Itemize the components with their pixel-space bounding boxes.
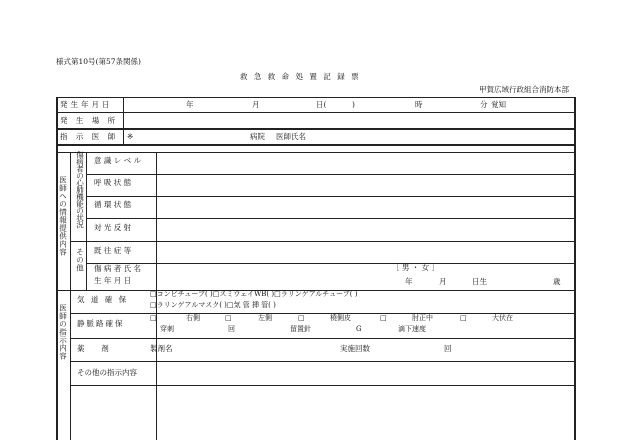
- iv-times: 回: [228, 325, 235, 333]
- other-label: その他: [75, 248, 85, 272]
- drug-times: 回: [444, 344, 452, 353]
- airway-options-line2: □ラリンゲアルマスク( )□気 管 挿 管( ): [150, 301, 276, 309]
- iv-gauge: G: [356, 325, 362, 333]
- birthdate-label: 生 年 月 日: [94, 276, 132, 285]
- info-section-label: 医師への情報提供内容: [58, 176, 68, 256]
- datetime-day-close: ): [352, 100, 355, 109]
- birth-month: 月: [439, 277, 447, 286]
- airway-label: 気 道 確 保: [77, 295, 129, 304]
- issuer: 甲賀広域行政組合消防本部: [479, 85, 569, 94]
- iv-opt-saphenous: 大伏在: [492, 314, 513, 322]
- iv-opt-box-5: □: [460, 314, 467, 322]
- drug-label: 薬 剤: [77, 344, 109, 353]
- drug-count: 実施回数: [340, 344, 370, 353]
- pupil-reflex-label: 対 光 反 射: [94, 223, 132, 232]
- iv-label: 静脈路確保: [77, 319, 125, 328]
- datetime-day: 日(: [316, 100, 327, 109]
- age-unit: 歳: [553, 277, 561, 286]
- form-title: 救 急 救 命 処 置 記 録 票: [240, 72, 361, 81]
- gender-options: ［ 男 ・ 女 ］: [392, 263, 440, 272]
- iv-opt-median: 肘正中: [412, 314, 433, 322]
- instruction-section-label: 医師の指示内容: [58, 304, 68, 360]
- patient-name-label: 傷 病 者 氏 名: [94, 264, 142, 273]
- doctor-name-label: 医師氏名: [276, 132, 306, 141]
- datetime-hour: 時: [415, 100, 423, 109]
- breathing-label: 呼 吸 状 態: [94, 178, 132, 187]
- iv-puncture: 穿刺: [160, 325, 174, 333]
- iv-opt-right: 右側: [186, 314, 200, 322]
- consciousness-label: 意 識 レ ベ ル: [94, 156, 142, 165]
- iv-opt-box-3: □: [298, 314, 305, 322]
- iv-opt-box-4: □: [380, 314, 387, 322]
- hospital-label: 病院: [250, 132, 265, 141]
- birth-day: 日生: [472, 277, 487, 286]
- iv-drip: 滴下速度: [398, 325, 426, 333]
- airway-options-line1: □コンビチューブ( )□スミウェイWB( )□ラリンゲアルチューブ( ): [150, 290, 358, 298]
- datetime-minute: 分: [480, 100, 488, 109]
- other-instructions-label: その他の指示内容: [77, 368, 137, 377]
- doctor-label: 指 示 医 師: [60, 132, 119, 141]
- birth-year: 年: [405, 277, 413, 286]
- datetime-month: 月: [252, 100, 260, 109]
- iv-opt-box-1: □: [150, 314, 157, 322]
- place-label: 発 生 場 所: [60, 116, 119, 125]
- circulation-label: 循 環 状 態: [94, 200, 132, 209]
- iv-device: 留置針: [290, 325, 311, 333]
- datetime-aware: 覚知: [491, 100, 506, 109]
- datetime-label: 発生年月日: [60, 100, 113, 109]
- doctor-mark: ※: [127, 132, 134, 141]
- datetime-year: 年: [186, 100, 194, 109]
- drug-product: 製剤名: [150, 344, 173, 353]
- iv-opt-left: 左側: [258, 314, 272, 322]
- form-number: 様式第10号(第57条関係): [56, 57, 141, 66]
- iv-opt-cephalic: 橈側皮: [330, 314, 351, 322]
- cardio-status-label: 傷病者の心肺機能の状況: [75, 151, 85, 228]
- history-label: 既 往 症 等: [94, 246, 132, 255]
- iv-opt-box-2: □: [225, 314, 232, 322]
